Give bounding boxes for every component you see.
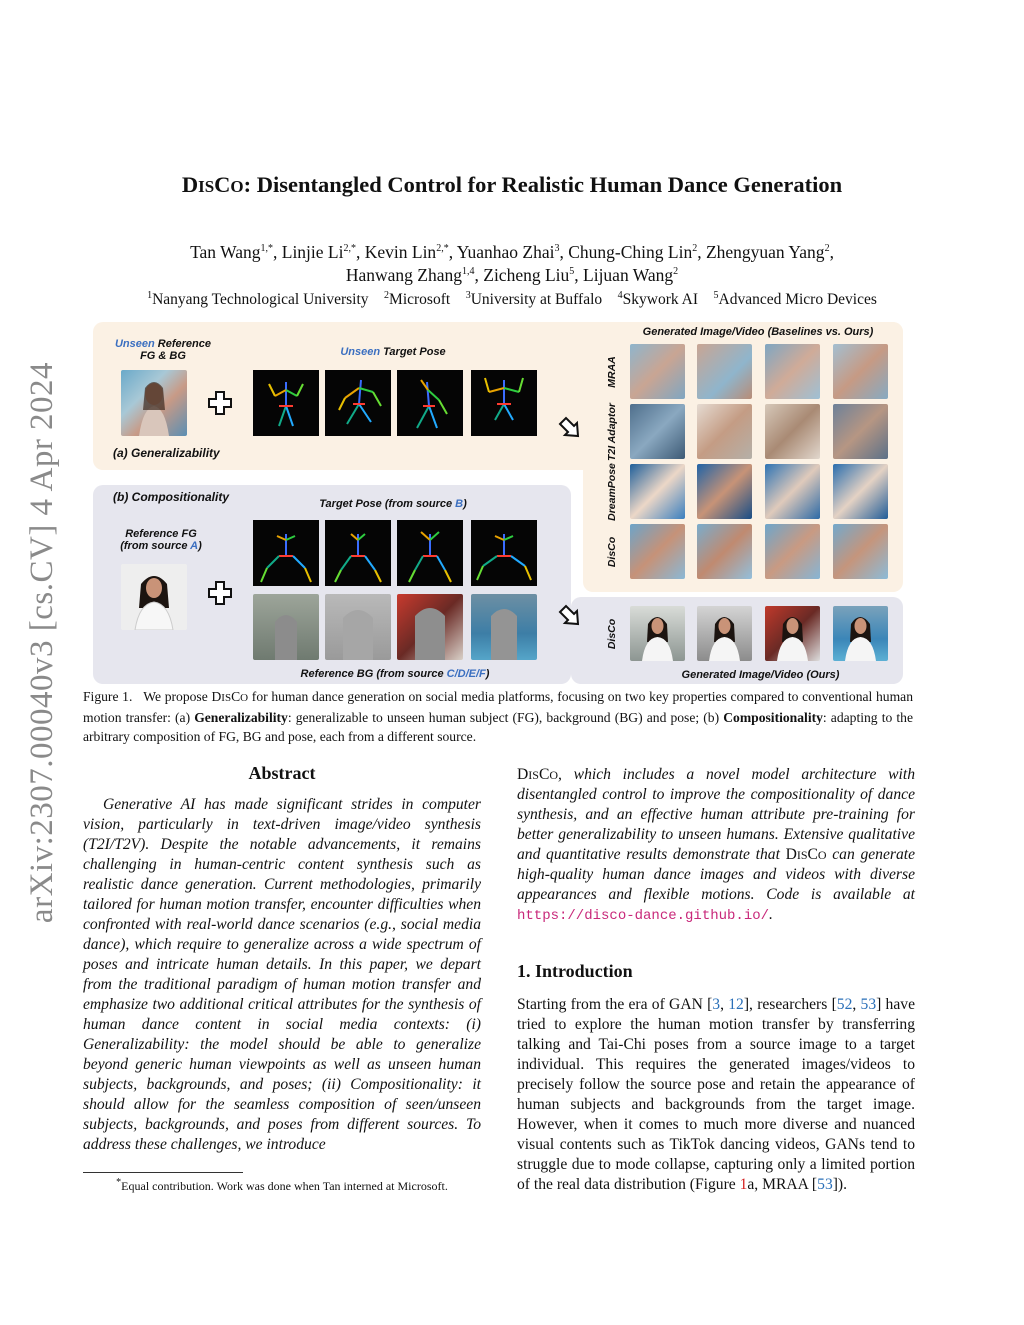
result-mraa-4 <box>833 344 888 399</box>
pose-skeleton-b4 <box>471 520 537 586</box>
result-ours-1 <box>630 606 685 661</box>
figure-caption: Figure 1. We propose DISCO for human dance generation on social media platforms, focusing on two key properties compared to conventional human motion transfer: (a) Generalizability: generalizable to unseen human subject (FG), background (BG) and pose; (b) Compositionality: adapting to the arbitrary composition of FG, BG and pose, each from a different source. <box>83 689 913 744</box>
abstract-body: Generative AI has made significant strides in computer vision, particularly in text-driven image/video synthesis (T2I/T2V). Despite the notable advancements, it remains challenging in human-centric content synthesis such as realistic dance generation. Current methodologies, primarily tailored for human motion transfer, encounter difficulties when confronted with real-world dance scenarios (e.g., social media dance), which require to generalize across a wide spectrum of poses and intricate human details. In this paper, we depart from the traditional paradigm of human motion transfer and emphasize two additional critical attributes for the synthesis of human dance content in social media contexts: (i) Generalizability: the model should be able to generalize beyond generic human viewpoints as well as unseen human subjects, backgrounds, and poses; (ii) Compositionality: it should allow for the seamless composition of seen/unseen subjects, backgrounds, and poses from different sources. To address these challenges, we introduce <box>83 796 481 1153</box>
unseen-reference-label: Unseen Reference FG & BG <box>114 338 211 362</box>
result-dreampose-2 <box>697 464 752 519</box>
row-label-dreampose: DreamPose <box>606 463 618 521</box>
plus-icon <box>207 580 233 606</box>
abstract-continuation: DISCO, which includes a novel model architecture with disentangled control to improve the compositionality of dance synthesis, and an effective human attribute pre-training for better generalizability to unseen humans. Extensive qualitative and quantitative results demonstrate that DISCO can generate high-quality human dance images and videos with diverse appearances and flexible motions. Code is available at https://disco-dance.github.io/. <box>517 766 915 924</box>
affiliation-list: $^1$Nanyang Technological University $^2$Microsoft $^3$University at Buffalo $^4$Skywork AI $^5$Advanced Micro Devices <box>147 289 877 308</box>
generated-ours-label: Generated Image/Video (Ours) <box>681 669 840 681</box>
project-url-link[interactable]: https://disco-dance.github.io/ <box>517 908 770 924</box>
figure-ref-link[interactable]: 1 <box>739 1176 748 1193</box>
arrow-icon <box>556 602 584 630</box>
generated-baselines-label: Generated Image/Video (Baselines vs. Ours) <box>642 326 874 338</box>
pose-skeleton-a2 <box>325 370 391 436</box>
citation-link[interactable]: 52 <box>836 996 853 1013</box>
citation-link[interactable]: 53 <box>860 996 877 1013</box>
row-label-disco-bottom: DisCo <box>606 618 618 650</box>
pose-skeleton-b3 <box>397 520 463 586</box>
author-list: Tan Wang$^{1,*}$, Linjie $Li^{2,*}$, Kevin Lin$^{2,*}$, Yuanhao Zhai$^3$, Chung-Ching Lin$^2$, Zhengyuan Yang$^2$, Hanwang Zhang$^{1,4}$, Zicheng Liu$^5$, Lijuan Wang$^2$ <box>190 242 834 285</box>
footnote-rule <box>83 1172 243 1173</box>
pose-skeleton-b2 <box>325 520 391 586</box>
introduction-heading: 1. Introduction <box>517 961 633 981</box>
section-b-label: (b) Compositionality <box>113 490 229 504</box>
plus-icon <box>207 390 233 416</box>
result-disco-3 <box>765 524 820 579</box>
result-dreampose-1 <box>630 464 685 519</box>
arxiv-stamp <box>18 360 68 925</box>
citation-link[interactable]: 53 <box>817 1176 833 1193</box>
footnote: *Equal contribution. Work was done when Tan interned at Microsoft. <box>116 1177 448 1193</box>
row-label-mraa: MRAA <box>606 356 618 388</box>
result-disco-1 <box>630 524 685 579</box>
reference-photo-b <box>121 564 187 630</box>
result-ours-2 <box>697 606 752 661</box>
result-mraa-1 <box>630 344 685 399</box>
reference-bg-d <box>325 594 391 660</box>
introduction-body: Starting from the era of GAN [3, 12], researchers [52, 53] have tried to explore the human motion transfer by transferring talking and Tai-Chi poses from a source image to a target individual. This requires the generated images/videos to precisely follow the source pose and retain the appearance of human subjects and backgrounds from the target image. However, when it comes to much more diverse and nuanced visual contents such as TikTok dancing videos, GANs tend to struggle due to mode collapse, capturing only a limited portion of the real data distribution (Figure 1a, MRAA [53]). <box>517 996 915 1193</box>
arxiv-stamp-text: arXiv:2307.00040v3 [cs.CV] 4 Apr 2024 <box>24 361 61 924</box>
result-ours-3 <box>765 606 820 661</box>
reference-bg-e <box>397 594 463 660</box>
target-pose-label: Unseen Target Pose <box>340 346 446 358</box>
pose-skeleton-a3 <box>397 370 463 436</box>
pose-skeleton-a4 <box>471 370 537 436</box>
paper-title: DISCO: Disentangled Control for Realistic Human Dance Generation <box>181 172 843 197</box>
result-dreampose-4 <box>833 464 888 519</box>
result-mraa-3 <box>765 344 820 399</box>
reference-photo-a <box>121 370 187 436</box>
reference-bg-c <box>253 594 319 660</box>
abstract-heading: Abstract <box>248 763 316 783</box>
target-pose-from-b-label: Target Pose (from source B) <box>319 498 467 510</box>
section-a-label: (a) Generalizability <box>113 446 220 460</box>
reference-bg-f <box>471 594 537 660</box>
reference-fg-label: Reference FG (from source A) <box>120 528 202 552</box>
pose-skeleton-b1 <box>253 520 319 586</box>
result-t2i-2 <box>697 404 752 459</box>
result-mraa-2 <box>697 344 752 399</box>
row-label-disco: DisCo <box>606 536 618 568</box>
result-disco-4 <box>833 524 888 579</box>
pose-skeleton-a1 <box>253 370 319 436</box>
reference-bg-label: Reference BG (from source C/D/E/F) <box>300 668 490 680</box>
result-dreampose-3 <box>765 464 820 519</box>
result-t2i-1 <box>630 404 685 459</box>
result-ours-4 <box>833 606 888 661</box>
citation-link[interactable]: 3 <box>712 996 721 1013</box>
figure-1 <box>93 322 903 684</box>
result-disco-2 <box>697 524 752 579</box>
citation-link[interactable]: 12 <box>728 996 744 1013</box>
arrow-icon <box>556 414 584 442</box>
row-label-t2i-adaptor: T2I Adaptor <box>606 403 619 461</box>
result-t2i-3 <box>765 404 820 459</box>
result-t2i-4 <box>833 404 888 459</box>
